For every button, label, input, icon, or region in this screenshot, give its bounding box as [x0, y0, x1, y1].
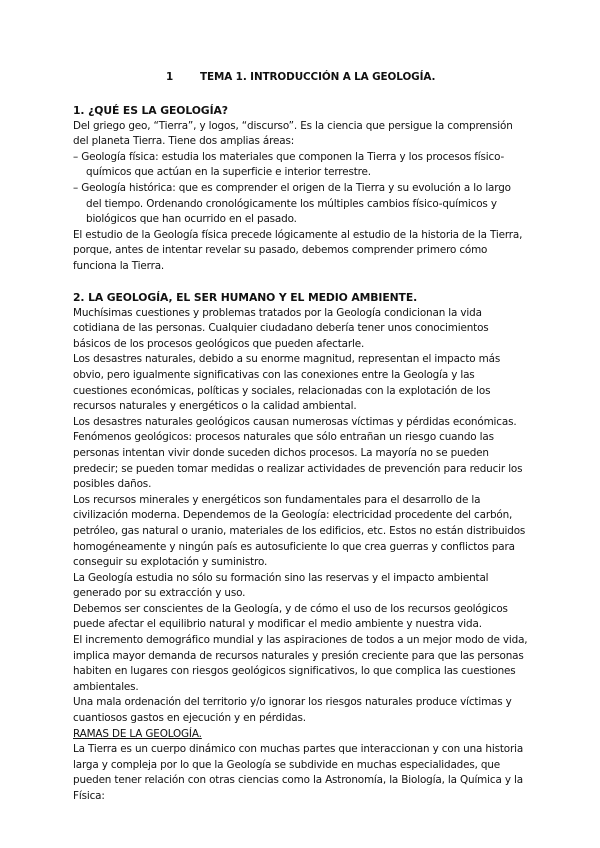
paragraph: Del griego geo, “Tierra”, y logos, “discurso”. Es la ciencia que persigue la comprensión del planeta Tierra. Tiene dos amplias áreas:	[73, 119, 513, 148]
paragraph: Los desastres naturales, debido a su enorme magnitud, representan el impacto más obvio, pero igualmente significativas con las conexiones entre la Geología y las cuestiones económicas, políticas y sociales, relacionadas con la explotación de los recursos naturales y energéticos o la calidad ambiental.	[73, 353, 501, 413]
paragraph: Los desastres naturales geológicos causan numerosas víctimas y pérdidas económicas.	[73, 415, 517, 428]
paragraph: Muchísimas cuestiones y problemas tratados por la Geología condicionan la vida cotidiana de las personas. Cualquier ciudadano debería tener unos conocimientos básicos de los procesos geológicos que pueden afectarle.	[73, 306, 489, 350]
section-1	[73, 103, 529, 275]
paragraph: El estudio de la Geología física precede lógicamente al estudio de la historia de la Tierra, porque, antes de intentar revelar su pasado, debemos comprender primero cómo funciona la Tierra.	[73, 228, 523, 272]
page-number: 1	[166, 71, 174, 83]
paragraph: El incremento demográfico mundial y las aspiraciones de todos a un mejor modo de vida, implica mayor demanda de recursos naturales y presión creciente para que las personas habiten en lugares con riesgos geológicos significativos, lo que complica las cuestiones ambientales.	[73, 634, 528, 693]
paragraph: Los recursos minerales y energéticos son fundamentales para el desarrollo de la civilización moderna. Dependemos de la Geología: electricidad procedente del carbón, petróleo, gas natural o uranio, materiales de los edificios, etc. Estos no están distribuidos homogéneamente y ningún país es autosuficiente lo que crea guerras y conflictos para conseguir su explotación y suministro.	[73, 493, 526, 569]
title-text: TEMA 1. INTRODUCCIÓN A LA GEOLOGÍA.	[200, 71, 436, 83]
section-2-heading: 2. LA GEOLOGÍA, EL SER HUMANO Y EL MEDIO AMBIENTE.	[73, 291, 418, 304]
paragraph: Fenómenos geológicos: procesos naturales que sólo entrañan un riesgo cuando las personas intentan vivir donde suceden dichos procesos. La mayoría no se pueden predecir; se pueden tomar medidas o realizar actividades de prevención para reducir los posibles daños.	[73, 431, 523, 491]
subheading-ramas: RAMAS DE LA GEOLOGÍA.	[73, 727, 202, 740]
paragraph: La Geología estudia no sólo su formación sino las reservas y el impacto ambiental generado por su extracción y uso.	[73, 571, 489, 600]
paragraph: Debemos ser conscientes de la Geología, y de cómo el uso de los recursos geológicos puede afectar el equilibrio natural y modificar el medio ambiente y nuestra vida.	[73, 602, 508, 631]
paragraph: La Tierra es un cuerpo dinámico con muchas partes que interaccionan y con una historia larga y compleja por lo que la Geología se subdivide en muchas especialidades, que pueden tener relación con otras ciencias como la Astronomía, la Biología, la Química y la Física:	[73, 743, 524, 802]
paragraph: Una mala ordenación del territorio y/o ignorar los riesgos naturales produce víctimas y cuantiosos gastos en ejecución y en pérdidas.	[73, 696, 512, 725]
list-item: – Geología histórica: que es comprender el origen de la Tierra y su evolución a lo largo del tiempo. Ordenando cronológicamente los múltiples cambios físico-químicos y biológicos que han ocurrido en el pasado.	[73, 181, 511, 226]
list-item: – Geología física: estudia los materiales que componen la Tierra y los procesos físico-químicos que actúan en la superficie e interior terrestre.	[73, 150, 505, 179]
section-1-heading: 1. ¿QUÉ ES LA GEOLOGÍA?	[73, 104, 228, 117]
section-2	[73, 290, 529, 805]
